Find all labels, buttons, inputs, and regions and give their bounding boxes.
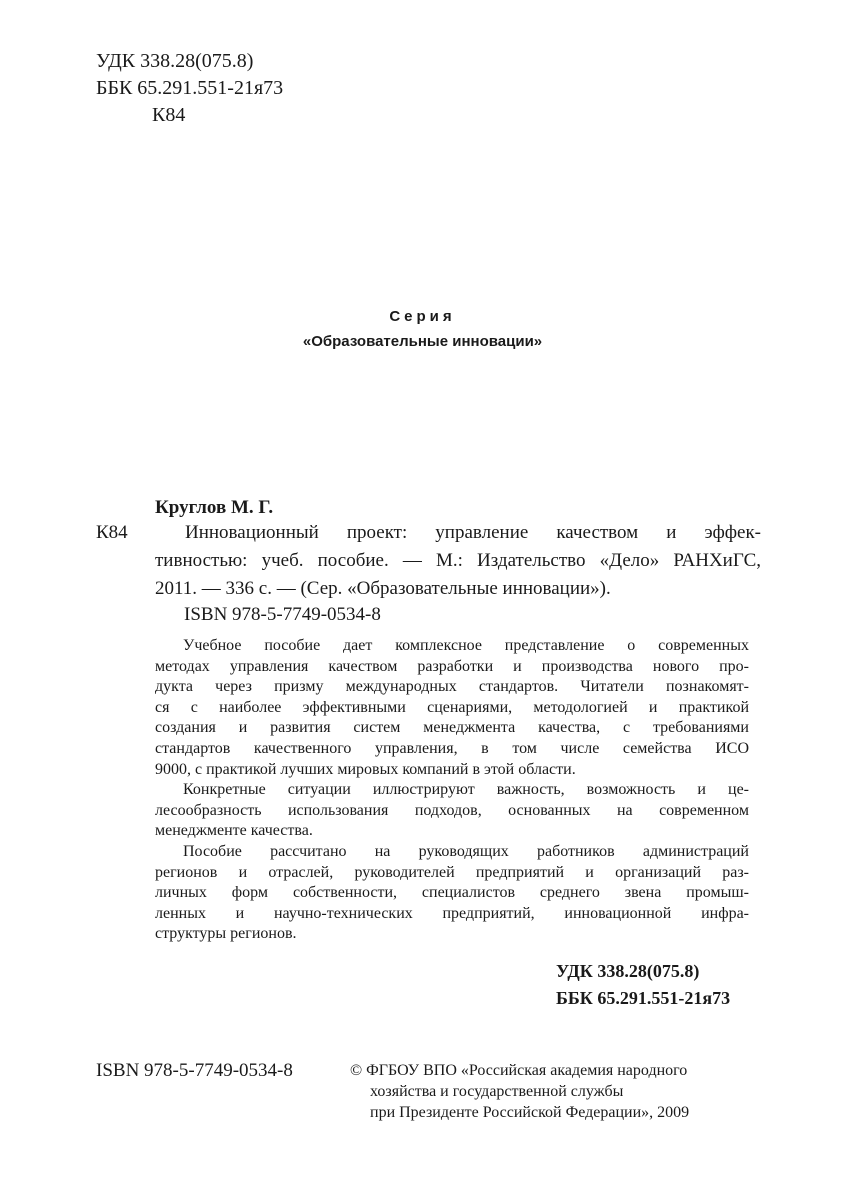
annotation-line: Учебное пособие дает комплексное представление о современных [183, 637, 749, 654]
annotation-line: менеджменте качества. [155, 822, 313, 840]
udk-code-footer: УДК 338.28(075.8) [556, 961, 700, 981]
annotation-line: 9000, с практикой лучших мировых компаний в этой области. [155, 760, 576, 778]
copyright-notice [350, 1060, 760, 1123]
annotation-line: ленных и научно-технических предприятий, инновационной инфра- [155, 904, 749, 922]
annotation-line: создания и развития систем менеджмента качества, с требованиями [155, 719, 749, 737]
annotation-line: стандартов качественного управления, в том числе семейства ИСО [155, 739, 749, 757]
annotation-line: ся с наиболее эффективными сценариями, методологией и практикой [155, 698, 749, 716]
series-label: Серия [389, 308, 456, 325]
annotation-line: методах управления качеством разработки и производства нового про- [155, 657, 749, 675]
annotation-line: дукта через призму международных стандартов. Читатели познакомят- [155, 678, 749, 696]
udk-code: УДК 338.28(075.8) [96, 50, 254, 72]
author-name: Круглов М. Г. [155, 497, 274, 518]
classification-footer [556, 958, 730, 1012]
annotation-line: Конкретные ситуации иллюстрируют важность, возможность и це- [183, 781, 749, 799]
bbk-code: ББК 65.291.551-21я73 [96, 77, 284, 99]
classification-header [96, 48, 283, 129]
isbn-footer: ISBN 978-5-7749-0534-8 [96, 1060, 293, 1081]
annotation-line: личных форм собственности, специалистов среднего звена промыш- [155, 884, 749, 902]
annotation [155, 636, 749, 945]
bbk-code-footer: ББК 65.291.551-21я73 [556, 988, 731, 1008]
author-mark: К84 [152, 104, 186, 126]
biblio-line: Инновационный проект: управление качеством и эффек- [185, 522, 761, 543]
biblio-line: тивностью: учеб. пособие. — М.: Издательство «Дело» РАНХиГС, [155, 550, 761, 571]
annotation-line: структуры регионов. [155, 925, 297, 943]
annotation-line: регионов и отраслей, руководителей предприятий и организаций раз- [155, 863, 749, 881]
annotation-line: лесообразность использования подходов, основанных на современном [155, 801, 749, 819]
isbn: ISBN 978-5-7749-0534-8 [184, 604, 381, 625]
bibliographic-description [155, 519, 761, 603]
series-name: «Образовательные инновации» [302, 333, 543, 350]
biblio-line: 2011. — 336 с. — (Сер. «Образовательные инновации»). [155, 578, 611, 599]
copyright-line: © ФГБОУ ВПО «Российская академия народного [350, 1062, 688, 1079]
series-block [0, 306, 845, 354]
annotation-line: Пособие рассчитано на руководящих работников администраций [183, 842, 749, 860]
copyright-line: хозяйства и государственной службы [370, 1083, 624, 1100]
author-mark-side: К84 [96, 522, 128, 543]
copyright-line: при Президенте Российской Федерации», 2009 [370, 1104, 690, 1121]
